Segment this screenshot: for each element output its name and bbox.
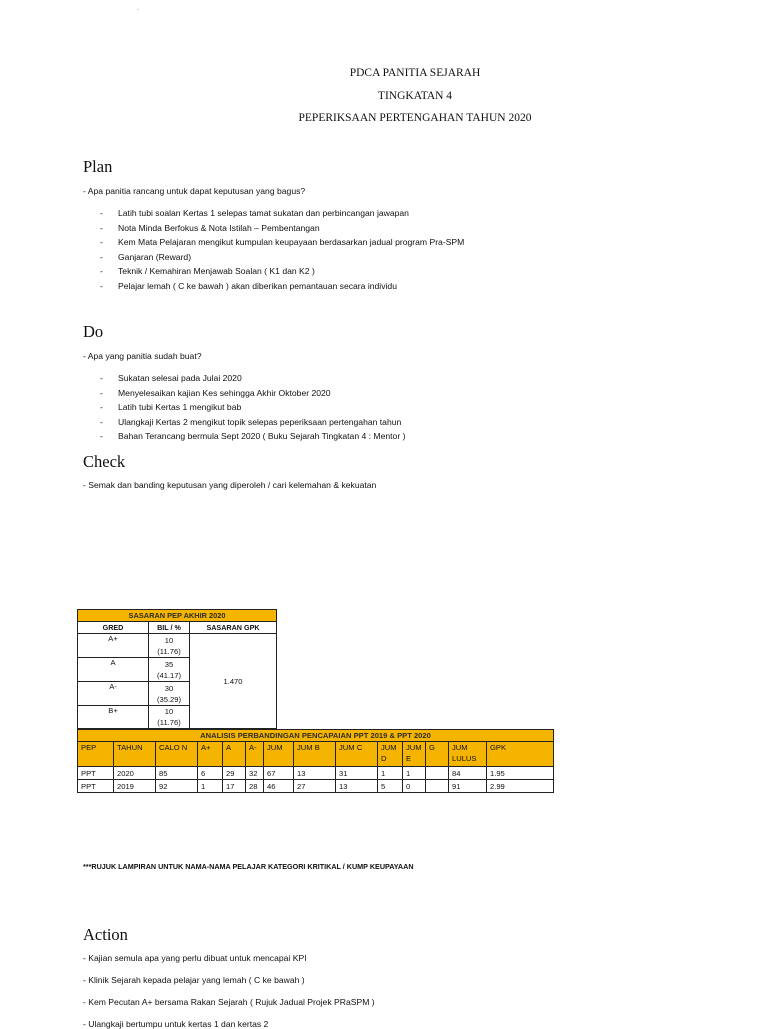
check-heading: Check: [83, 452, 126, 471]
list-item: - Ulangkaji Kertas 2 mengikut topik selepas peperiksaan pertengahan tahun: [100, 416, 402, 427]
col-gred: GRED: [78, 622, 149, 634]
col-gpk: SASARAN GPK: [190, 622, 277, 634]
table-row: A 35 (41.17): [78, 658, 277, 682]
table-row: PPT 2020 85 6 29 32 67 13 31 1 1 84 1.95: [78, 767, 554, 780]
check-question: - Semak dan banding keputusan yang diperoleh / cari kelemahan & kekuatan: [83, 480, 377, 490]
do-list: [100, 371, 405, 444]
list-item: - Latih tubi soalan Kertas 1 selepas tamat sukatan dan perbincangan jawapan: [100, 208, 409, 218]
col-bil: BIL / %: [149, 622, 190, 634]
list-item: - Teknik / Kemahiran Menjawab Soalan ( K1 dan K2 ): [100, 266, 315, 277]
list-item: - Menyelesaikan kajian Kes sehingga Akhir Oktober 2020: [100, 387, 331, 398]
action-item: - Kem Pecutan A+ bersama Rakan Sejarah ( Rujuk Jadual Projek PRaSPM ): [83, 997, 375, 1007]
plan-list: [100, 206, 464, 294]
list-item: - Latih tubi Kertas 1 mengikut bab: [100, 402, 242, 413]
plan-question: - Apa panitia rancang untuk dapat keputusan yang bagus?: [83, 186, 306, 196]
action-item: - Klinik Sejarah kepada pelajar yang lemah ( C ke bawah ): [83, 975, 305, 985]
analysis-table: [77, 729, 554, 793]
doc-subtitle-level: TINGKATAN 4: [377, 90, 453, 102]
table-row: A- 30 (35.29): [78, 682, 277, 706]
doc-title: PDCA PANITIA SEJARAH: [349, 67, 481, 79]
list-item: - Sukatan selesai pada Julai 2020: [100, 373, 242, 383]
gpk-value: 1.470: [190, 634, 277, 729]
table-row: B+ 10 (11.76): [78, 706, 277, 729]
referral-note: ***RUJUK LAMPIRAN UNTUK NAMA-NAMA PELAJAR KATEGORI KRITIKAL / KUMP KEUPAYAAN: [83, 862, 414, 871]
action-item: - Ulangkaji bertumpu untuk kertas 1 dan kertas 2: [83, 1019, 269, 1029]
list-item: - Pelajar lemah ( C ke bawah ) akan diberikan pemantauan secara individu: [100, 280, 397, 291]
analysis-header-row: PEP TAHUN CALO N A+ A A- JUM JUM B JUM C JUM D JUM E G JUM LULUS GPK: [78, 742, 554, 767]
analysis-table-title: ANALISIS PERBANDINGAN PENCAPAIAN PPT 2019 & PPT 2020: [78, 730, 554, 742]
list-item: - Nota Minda Berfokus & Nota Istilah – Pembentangan: [100, 222, 320, 233]
table-row: PPT 2019 92 1 17 28 46 27 13 5 0 91 2.99: [78, 780, 554, 793]
do-heading: Do: [83, 322, 104, 341]
do-question: - Apa yang panitia sudah buat?: [83, 351, 202, 361]
list-item: - Kem Mata Pelajaran mengikut kumpulan keupayaan berdasarkan jadual program Pra-SPM: [100, 237, 465, 248]
table-row: A+ 10 (11.76) 1.470: [78, 634, 277, 658]
doc-subtitle-exam: PEPERIKSAAN PERTENGAHAN TAHUN 2020: [298, 112, 532, 124]
action-item: - Kajian semula apa yang perlu dibuat untuk mencapai KPI: [83, 953, 307, 963]
target-table-title: SASARAN PEP AKHIR 2020: [78, 610, 277, 622]
list-item: - Ganjaran (Reward): [100, 251, 192, 262]
document-page: . PDCA PANITIA SEJARAH TINGKATAN 4 PEPERIKSAAN PERTENGAHAN TAHUN 2020 Plan - Apa panitia rancang untuk dapat keputusan yang bagus? - Latih tubi soalan Kertas 1 selepas tamat sukatan dan perbincangan jawapan - Nota Minda Berfokus & Nota Istilah – Pembentangan - Kem Mata Pelajaran mengikut kumpulan keupayaan berdasarkan jadual program Pra-SPM - Ganjaran (Reward) - Teknik / Kemahiran Menjawab Soalan ( K1 dan K2 ) - Pelajar lemah ( C ke bawah ) akan diberikan pemantauan secara individu Do - Apa yang panitia sudah buat? - Sukatan selesai pada Julai 2020 - Menyelesaikan kajian Kes sehingga Akhir Oktober 2020 - Latih tubi Kertas 1 mengikut bab - Ulangkaji Kertas 2 mengikut topik selepas peperiksaan pertengahan tahun - Bahan Terancang bermula Sept 2020 ( Buku Sejarah Tingkatan 4 : Mentor ) Check - Semak dan banding keputusan yang diperoleh / cari kelemahan & kekuatan SASARAN PEP AKHIR 2020 GRED BIL / % SASARAN GPK A+ 10 (11.76) 1.470 A 35 (41.17) A- 30 (35.29) B+ 10 (11.76) ANALISIS PERBANDINGAN PENCAPAIAN PPT 2019 & PPT 2020 PEP TAHUN CALO N A+ A A- JUM JUM B JUM C JUM D JUM E G JUM LULUS GPK PPT 2020 85 6 29 32 67 13 31 1 1 84 1.95 PPT 2019 92 1 17 28 46 27 13 5 0 91 2.99 ***RUJUK LAMPIRAN UNTUK NAMA-NAMA PELAJAR KATEGORI KRITIKAL / KUMP KEUPAYAAN Action - Kajian semula apa yang perlu dibuat untuk mencapai KPI - Klinik Sejarah kepada pelajar yang lemah ( C ke bawah ) - Kem Pecutan A+ bersama Rakan Sejarah ( Rujuk Jadual Projek PRaSPM ) - Ulangkaji bertumpu untuk kertas 1 dan kertas 2: [0, 0, 768, 1024]
action-heading: Action: [83, 925, 128, 944]
target-table: [77, 609, 277, 729]
plan-heading: Plan: [83, 157, 113, 176]
list-item: - Bahan Terancang bermula Sept 2020 ( Buku Sejarah Tingkatan 4 : Mentor ): [100, 431, 406, 442]
